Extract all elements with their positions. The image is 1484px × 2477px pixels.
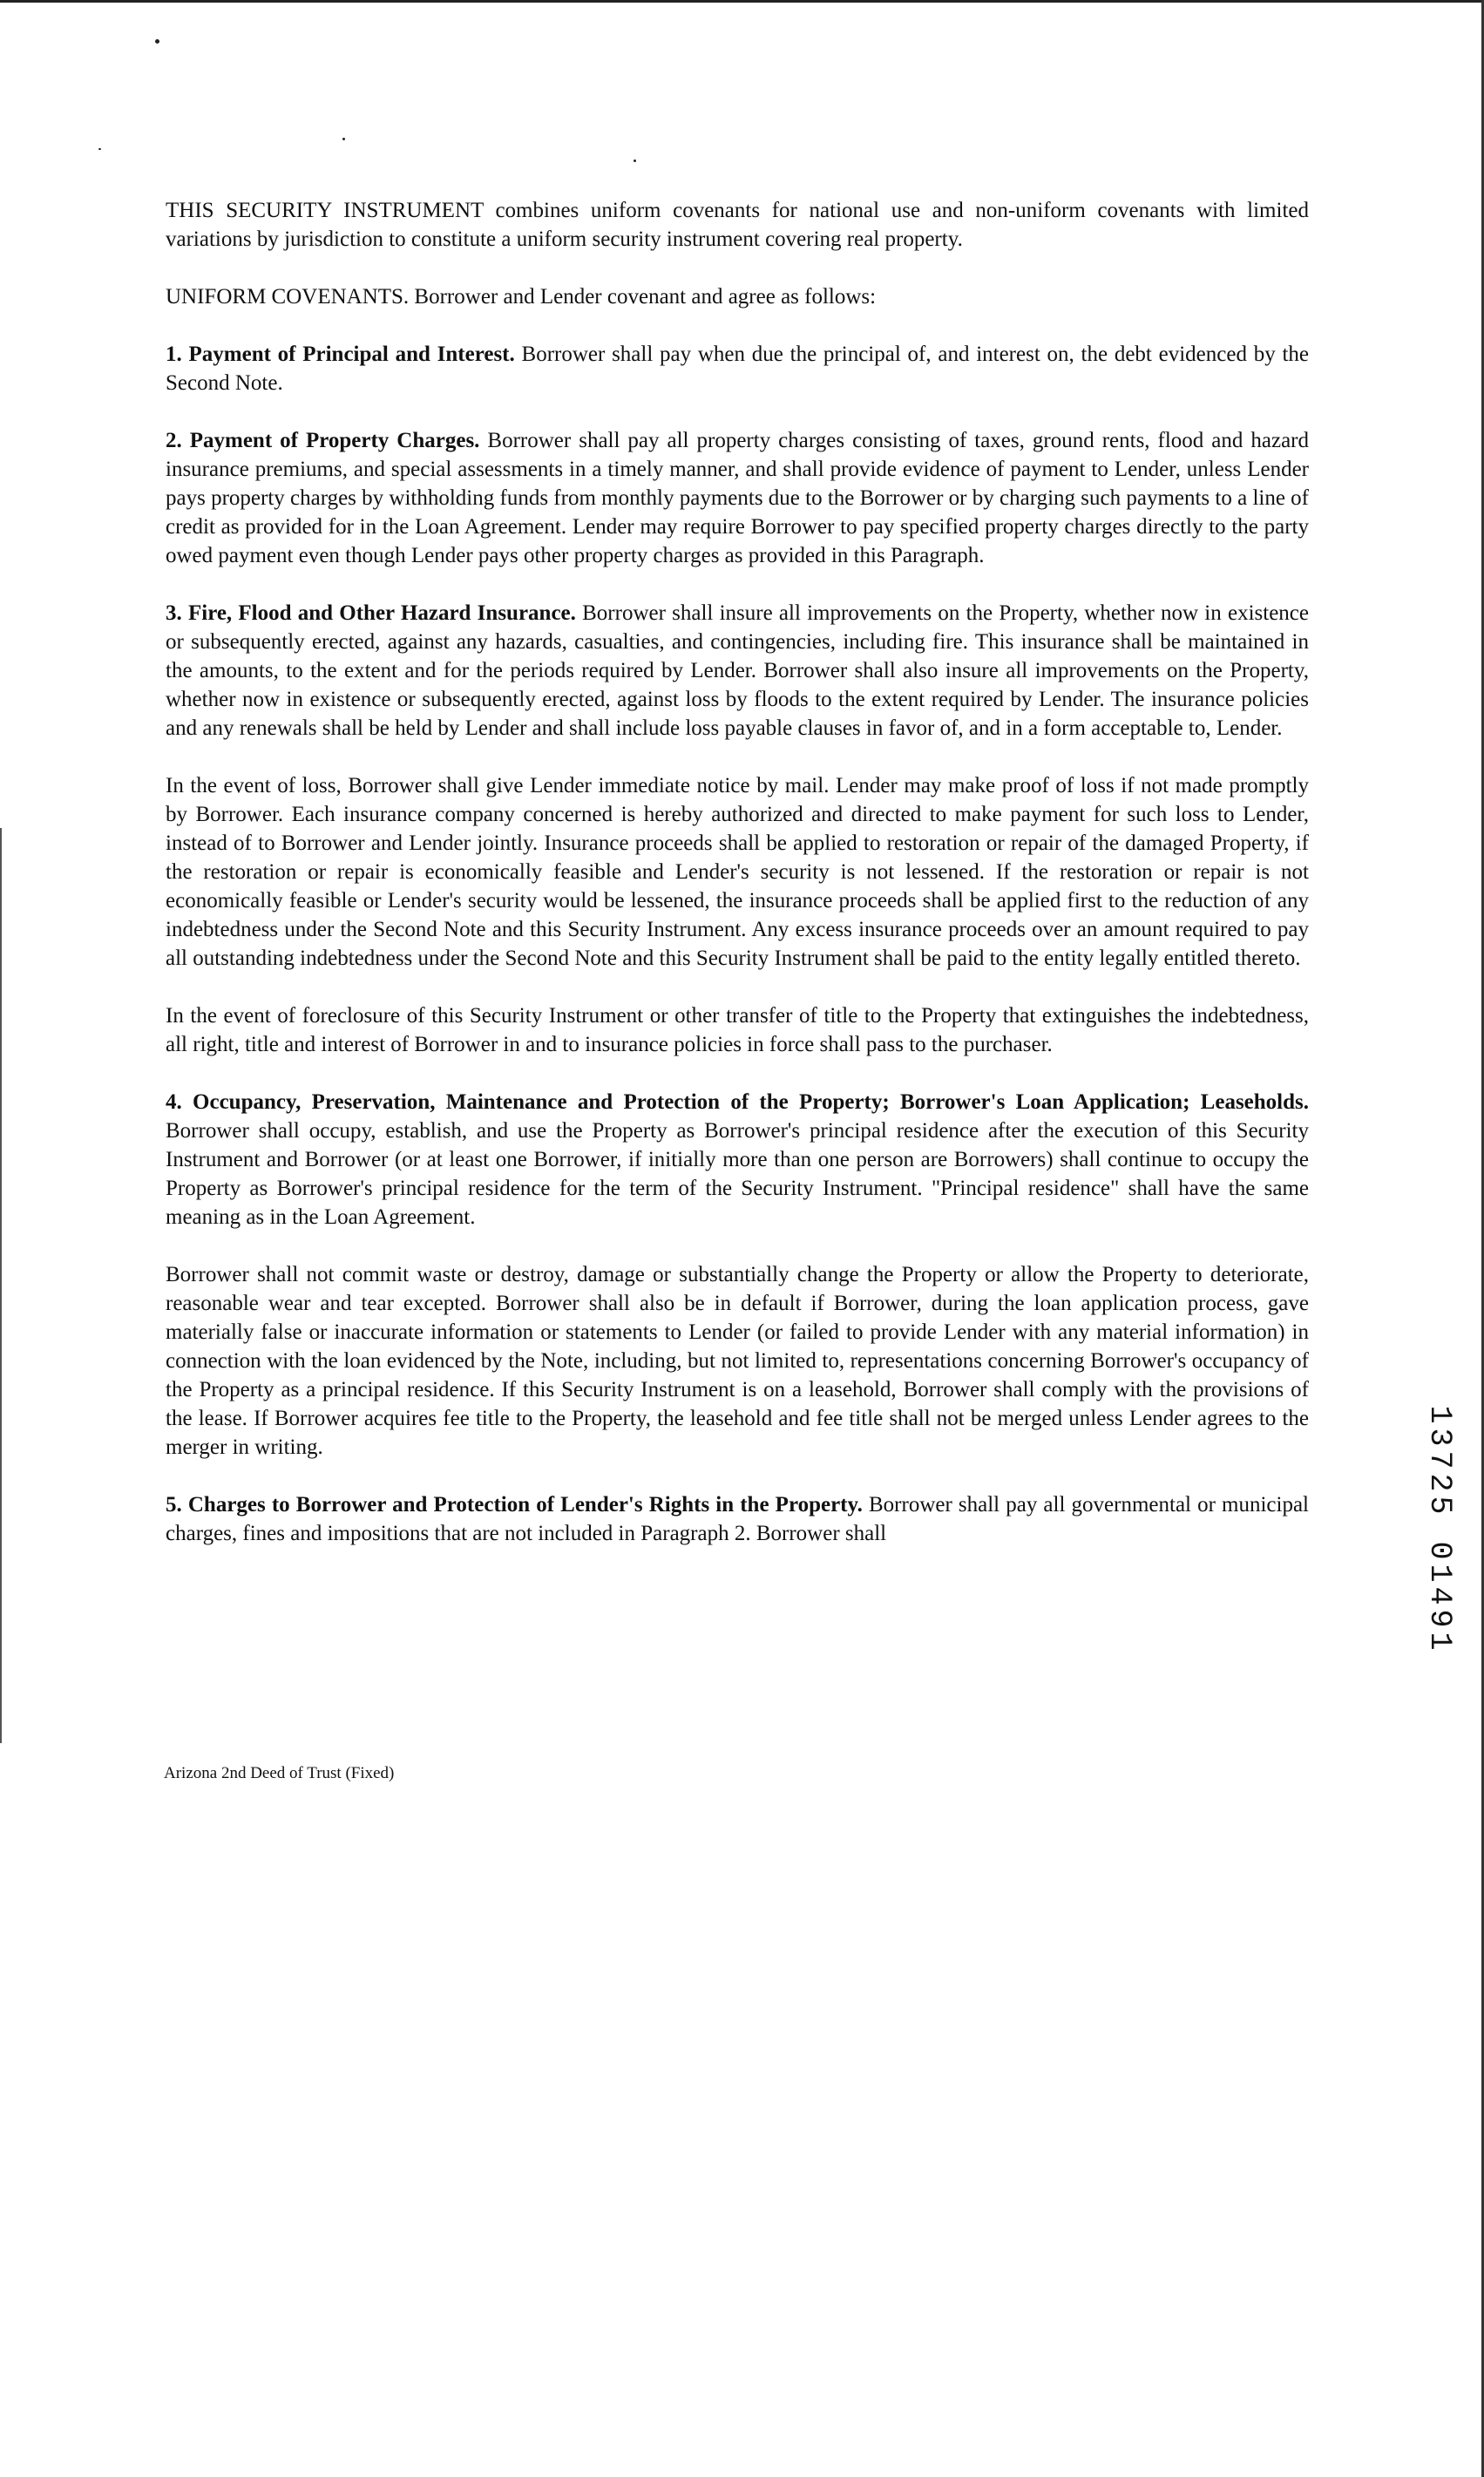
paragraph-text: Borrower shall occupy, establish, and use the Property as Borrower's principal residence after the execution of this Security Instrument and Borrower (or at least one Borrower, if initially more than one person are Borrowers) shall continue to occupy the Property as Borrower's principal residence for the term of the Security Instrument. "Principal residence" shall have the same meaning as in the Loan Agreement. — [166, 1119, 1309, 1229]
recording-number-glyph: 2 — [1422, 1473, 1457, 1492]
paragraph-text: UNIFORM COVENANTS. Borrower and Lender covenant and agree as follows: — [166, 285, 877, 309]
recording-number-glyph: 1 — [1422, 1405, 1457, 1424]
recording-number-glyph: 9 — [1422, 1609, 1457, 1628]
loss-paragraph — [166, 771, 1309, 973]
paragraph-text: Borrower shall insure all improvements on the Property, whether now in existence or subsequently erected, against any hazards, casualties, and contingencies, including fire. This insurance shall be maintained in the amounts, to the extent and for the periods required by Lender. Borrower shall also insure all improvements on the Property, whether now in existence or subsequently erected, against loss by floods to the extent required by Lender. The insurance policies and any renewals shall be held by Lender and shall include loss payable clauses in favor of, and in a form acceptable to, Lender. — [166, 601, 1309, 740]
waste-paragraph — [166, 1260, 1309, 1462]
section-1-paragraph — [166, 340, 1309, 397]
foreclosure-paragraph — [166, 1001, 1309, 1059]
section-3-paragraph — [166, 599, 1309, 743]
scan-speck — [342, 138, 345, 140]
recording-number-glyph: 3 — [1422, 1428, 1457, 1447]
section-5-paragraph — [166, 1490, 1309, 1548]
recording-number — [1422, 1403, 1457, 1652]
recording-number-glyph: 1 — [1422, 1564, 1457, 1583]
section-2-paragraph — [166, 426, 1309, 570]
scan-speck — [98, 148, 101, 150]
recording-number-glyph: 4 — [1422, 1586, 1457, 1605]
scan-speck — [634, 159, 636, 162]
recording-number-glyph: 7 — [1422, 1450, 1457, 1469]
paragraph-text: Borrower shall pay when due the principal of, and interest on, the debt evidenced by the Second Note. — [166, 343, 1309, 395]
paragraph-text: In the event of loss, Borrower shall give Lender immediate notice by mail. Lender may make proof of loss if not made promptly by Borrower. Each insurance company concerned is hereby authorized and directed to make payment for such loss to Lender, instead of to Borrower and Lender jointly. Insurance proceeds shall be applied to restoration or repair of the damaged Property, if the restoration or repair is economically feasible and Lender's security is not lessened. If the restoration or repair is not economically feasible or Lender's security would be lessened, the insurance proceeds shall be applied first to the reduction of any indebtedness under the Second Note and this Security Instrument. Any excess insurance proceeds over an amount required to pay all outstanding indebtedness under the Second Note and this Security Instrument shall be paid to the entity legally entitled thereto. — [166, 774, 1309, 970]
recording-number-glyph: 0 — [1422, 1541, 1457, 1560]
section-4-paragraph — [166, 1088, 1309, 1232]
uniform-covenants-paragraph — [166, 282, 1309, 311]
scan-left-edge — [0, 828, 2, 1743]
paragraph-heading: 4. Occupancy, Preservation, Maintenance and Protection of the Property; Borrower's Loan Application; Leaseholds. — [166, 1090, 1309, 1114]
recording-number-glyph: 5 — [1422, 1496, 1457, 1515]
intro-paragraph — [166, 196, 1309, 254]
paragraph-heading: 1. Payment of Principal and Interest. — [166, 343, 515, 366]
document-body — [166, 196, 1309, 1548]
scan-top-edge — [0, 0, 1484, 3]
paragraph-text: Borrower shall not commit waste or destroy, damage or substantially change the Property or allow the Property to deteriorate, reasonable wear and tear excepted. Borrower shall also be in default if Borrower, during the loan application process, gave materially false or inaccurate information or statements to Lender (or failed to provide Lender with any material information) in connection with the loan evidenced by the Note, including, but not limited to, representations concerning Borrower's occupancy of the Property as a principal residence. If this Security Instrument is on a leasehold, Borrower shall comply with the provisions of the lease. If Borrower acquires fee title to the Property, the leasehold and fee title shall not be merged unless Lender agrees to the merger in writing. — [166, 1263, 1309, 1459]
paragraph-heading: 5. Charges to Borrower and Protection of Lender's Rights in the Property. — [166, 1493, 863, 1517]
paragraph-heading: 3. Fire, Flood and Other Hazard Insurance. — [166, 601, 576, 625]
paragraph-text: In the event of foreclosure of this Security Instrument or other transfer of title to the Property that extinguishes the indebtedness, all right, title and interest of Borrower in and to insurance policies in force shall pass to the purchaser. — [166, 1004, 1309, 1056]
paragraph-text: Borrower shall pay all governmental or municipal charges, fines and impositions that are not included in Paragraph 2. Borrower shall — [166, 1493, 1309, 1545]
recording-number-glyph: 1 — [1422, 1632, 1457, 1651]
scan-speck — [155, 39, 159, 44]
paragraph-heading: 2. Payment of Property Charges. — [166, 429, 480, 452]
form-footer: Arizona 2nd Deed of Trust (Fixed) — [164, 1764, 395, 1782]
paragraph-text: THIS SECURITY INSTRUMENT combines uniform covenants for national use and non-uniform covenants with limited variations by jurisdiction to constitute a uniform security instrument covering real property. — [166, 199, 1309, 251]
paragraph-text: Borrower shall pay all property charges consisting of taxes, ground rents, flood and hazard insurance premiums, and special assessments in a timely manner, and shall provide evidence of payment to Lender, unless Lender pays property charges by withholding funds from monthly payments due to the Borrower or by charging such payments to a line of credit as provided for in the Loan Agreement. Lender may require Borrower to pay specified property charges directly to the party owed payment even though Lender pays other property charges as provided in this Paragraph. — [166, 429, 1310, 567]
